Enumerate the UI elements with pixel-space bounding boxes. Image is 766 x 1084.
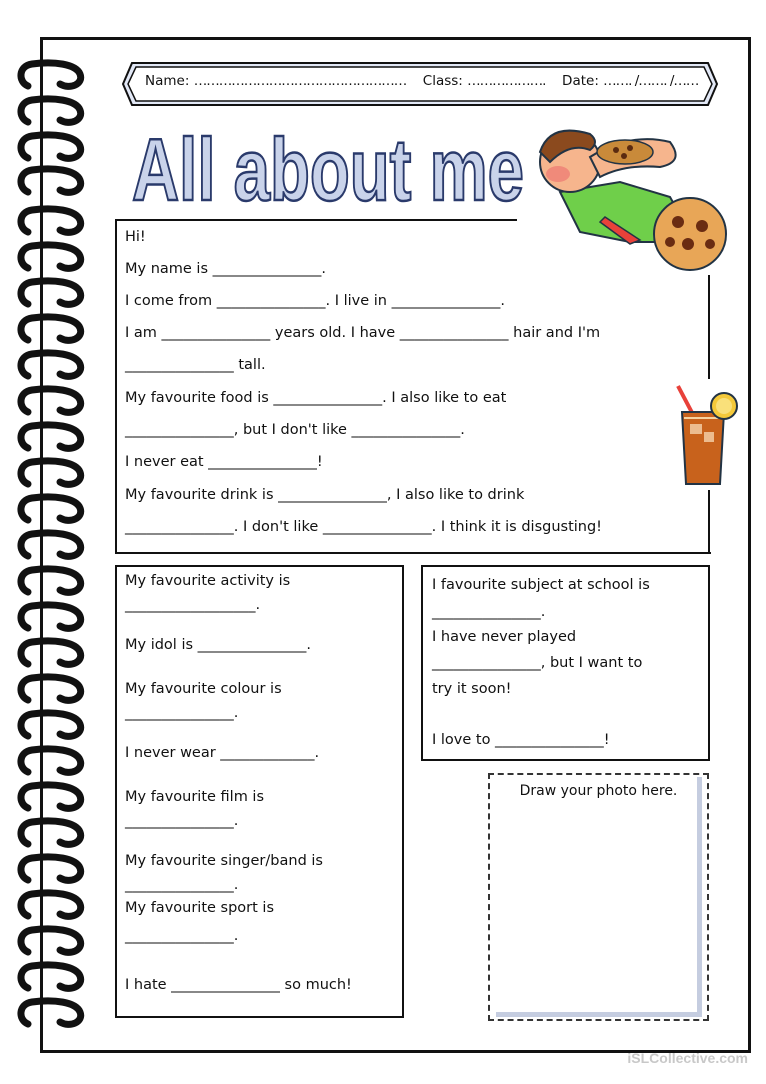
- intro-box-right: [708, 275, 710, 379]
- left-line[interactable]: _______________.: [125, 877, 239, 893]
- left-line[interactable]: __________________.: [125, 597, 261, 613]
- intro-box-top: [115, 219, 517, 221]
- spiral-ring-icon: [14, 854, 86, 886]
- spiral-ring-icon: [14, 206, 86, 238]
- spiral-ring-icon: [14, 746, 86, 778]
- right-line: I favourite subject at school is: [432, 577, 650, 593]
- intro-line[interactable]: _______________ tall.: [125, 357, 266, 373]
- spiral-ring-icon: [14, 386, 86, 418]
- intro-line[interactable]: I come from _______________. I live in _______________.: [125, 293, 505, 309]
- spiral-ring-icon: [14, 674, 86, 706]
- right-line[interactable]: I love to _______________!: [432, 732, 610, 748]
- spiral-ring-icon: [14, 530, 86, 562]
- left-line: My favourite sport is: [125, 900, 275, 916]
- intro-box-right-lower: [708, 490, 710, 554]
- intro-line[interactable]: My name is _______________.: [125, 261, 326, 277]
- page-title-text: All about me: [132, 120, 524, 219]
- spiral-ring-icon: [14, 638, 86, 670]
- spiral-ring-icon: [14, 998, 86, 1030]
- iced-tea-icon: [672, 384, 744, 490]
- left-line[interactable]: I never wear _____________.: [125, 745, 320, 761]
- right-line[interactable]: _______________, but I want to: [432, 655, 643, 671]
- class-label: Class:: [422, 73, 463, 89]
- spiral-ring-icon: [14, 890, 86, 922]
- left-line[interactable]: My idol is _______________.: [125, 637, 311, 653]
- spiral-ring-icon: [14, 278, 86, 310]
- photo-label: Draw your photo here.: [519, 783, 678, 799]
- spiral-ring-icon: [14, 710, 86, 742]
- spiral-ring-icon: [14, 132, 86, 164]
- right-line: try it soon!: [432, 681, 512, 697]
- spiral-ring-icon: [14, 96, 86, 128]
- class-blank[interactable]: ……………….: [467, 73, 546, 89]
- spiral-ring-icon: [14, 242, 86, 274]
- watermark: iSLCollective.com: [627, 1050, 748, 1066]
- left-line: My favourite film is: [125, 789, 265, 805]
- right-line: I have never played: [432, 629, 577, 645]
- header-fields: [145, 73, 698, 89]
- spiral-ring-icon: [14, 962, 86, 994]
- intro-line: Hi!: [125, 229, 146, 245]
- intro-line[interactable]: I am _______________ years old. I have _______________ hair and I'm: [125, 325, 601, 341]
- left-line[interactable]: _______________.: [125, 813, 239, 829]
- photo-box-shadow: [496, 777, 702, 1017]
- intro-line[interactable]: My favourite food is _______________. I also like to eat: [125, 390, 507, 406]
- spiral-ring-icon: [14, 602, 86, 634]
- spiral-ring-icon: [14, 422, 86, 454]
- spiral-ring-icon: [14, 60, 86, 92]
- name-blank[interactable]: ……………………………………………: [193, 73, 407, 89]
- left-line: My favourite activity is: [125, 573, 291, 589]
- intro-line[interactable]: _______________, but I don't like _______________.: [125, 422, 465, 438]
- spiral-ring-icon: [14, 350, 86, 382]
- spiral-ring-icon: [14, 566, 86, 598]
- date-label: Date:: [562, 73, 599, 89]
- left-line: My favourite singer/band is: [125, 853, 323, 869]
- spiral-ring-icon: [14, 166, 86, 198]
- left-line[interactable]: I hate _______________ so much!: [125, 977, 352, 993]
- name-label: Name:: [145, 73, 190, 89]
- spiral-ring-icon: [14, 458, 86, 490]
- left-line: My favourite colour is: [125, 681, 282, 697]
- left-line[interactable]: _______________.: [125, 705, 239, 721]
- intro-line[interactable]: _______________. I don't like _______________. I think it is disgusting!: [125, 519, 602, 535]
- right-line[interactable]: _______________.: [432, 604, 546, 620]
- spiral-ring-icon: [14, 314, 86, 346]
- intro-line[interactable]: My favourite drink is _______________, I also like to drink: [125, 487, 525, 503]
- spiral-ring-icon: [14, 782, 86, 814]
- spiral-ring-icon: [14, 926, 86, 958]
- intro-line[interactable]: I never eat _______________!: [125, 454, 323, 470]
- spiral-ring-icon: [14, 818, 86, 850]
- spiral-ring-icon: [14, 494, 86, 526]
- date-blank[interactable]: ……. /……. /……: [603, 73, 699, 89]
- page-title: [130, 116, 530, 219]
- left-line[interactable]: _______________.: [125, 928, 239, 944]
